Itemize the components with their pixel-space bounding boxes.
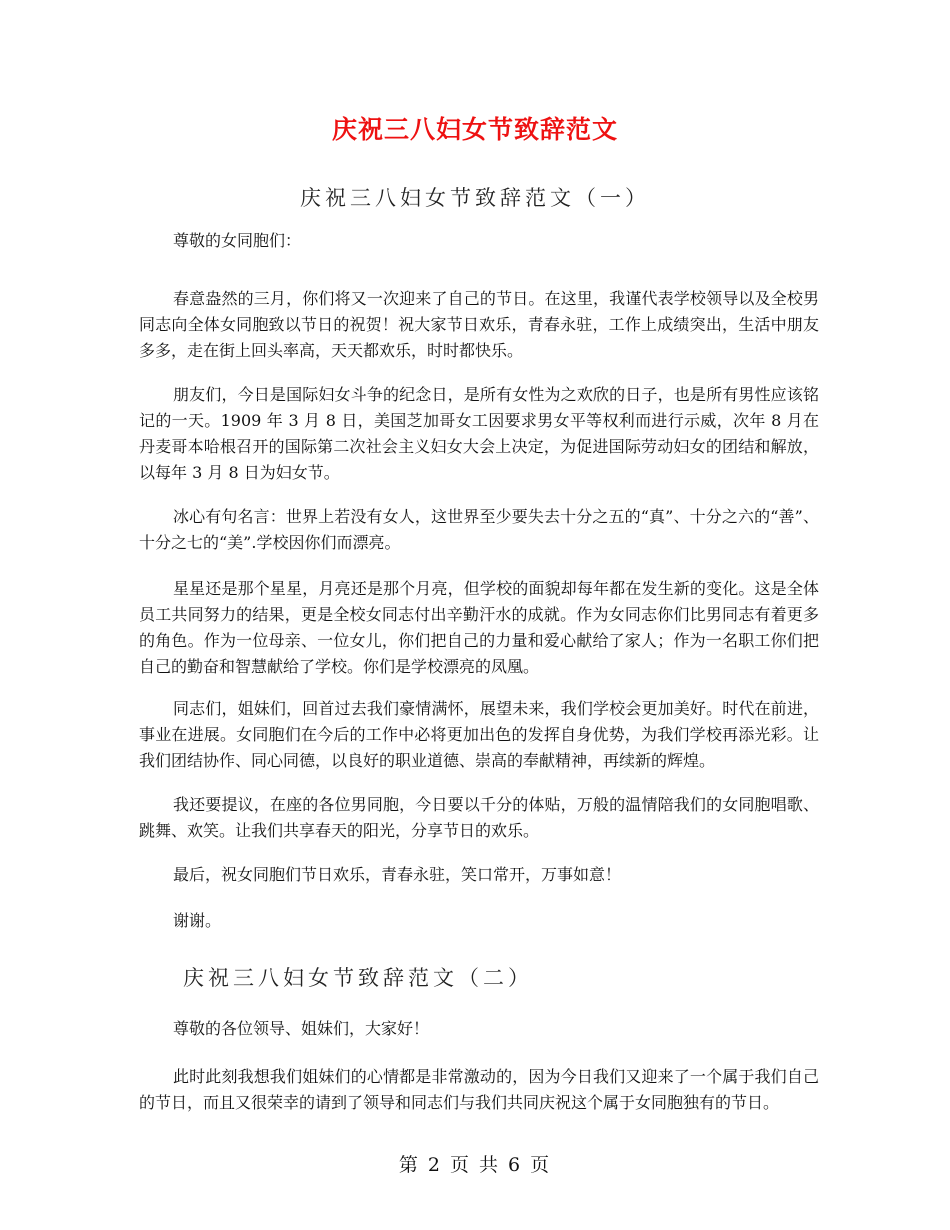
section-heading-2: 庆祝三八妇女节致辞范文（二） [183,966,533,990]
paragraph: 谢谢。 [173,911,222,930]
paragraph: 冰心有句名言：世界上若没有女人，这世界至少要失去十分之五的“真”、十分之六的“善”、十分之七的“美”.学校因你们而漂亮。 [139,507,819,552]
paragraph: 尊敬的女同胞们： [173,231,302,250]
paragraph: 最后，祝女同胞们节日欢乐，青春永驻，笑口常开，万事如意！ [173,865,622,884]
paragraph: 朋友们，今日是国际妇女斗争的纪念日，是所有女性为之欢欣的日子，也是所有男性应该铭记的一天。1909 年 3 月 8 日，美国芝加哥女工因要求男女平等权利而进行示威，次年 8 月在丹麦哥本哈根召开的国际第二次社会主义妇女大会上决定，为促进国际劳动妇女的团结和解放，以每年 3 月 8 日为妇女节。 [139,385,819,482]
paragraph: 春意盎然的三月，你们将又一次迎来了自己的节日。在这里，我谨代表学校领导以及全校男同志向全体女同胞致以节日的祝贺！祝大家节日欢乐，青春永驻，工作上成绩突出，生活中朋友多多，走在街上回头率高，天天都欢乐，时时都快乐。 [139,289,819,360]
paragraph: 此时此刻我想我们姐妹们的心情都是非常激动的，因为今日我们又迎来了一个属于我们自己的节日，而且又很荣幸的请到了领导和同志们与我们共同庆祝这个属于女同胞独有的节日。 [139,1067,819,1112]
page-number: 第 2 页 共 6 页 [398,1154,552,1176]
paragraph: 我还要提议，在座的各位男同胞，今日要以千分的体贴，万般的温情陪我们的女同胞唱歌、跳舞、欢笑。让我们共享春天的阳光，分享节日的欢乐。 [139,795,819,840]
paragraph: 尊敬的各位领导、姐妹们，大家好！ [173,1019,430,1038]
document-title: 庆祝三八妇女节致辞范文 [331,115,618,144]
paragraph: 同志们，姐妹们，回首过去我们豪情满怀，展望未来，我们学校会更加美好。时代在前进，事业在进展。女同胞们在今后的工作中必将更加出色的发挥自身优势，为我们学校再添光彩。让我们团结协作、同心同德，以良好的职业道德、崇高的奉献精神，再续新的辉煌。 [139,699,819,770]
section-heading-1: 庆祝三八妇女节致辞范文（一） [300,186,650,210]
paragraph: 星星还是那个星星，月亮还是那个月亮，但学校的面貌却每年都在发生新的变化。这是全体员工共同努力的结果，更是全校女同志付出辛勤汗水的成就。作为女同志你们比男同志有着更多的角色。作为一位母亲、一位女儿，你们把自己的力量和爱心献给了家人；作为一名职工你们把自己的勤奋和智慧献给了学校。你们是学校漂亮的凤凰。 [139,579,819,676]
